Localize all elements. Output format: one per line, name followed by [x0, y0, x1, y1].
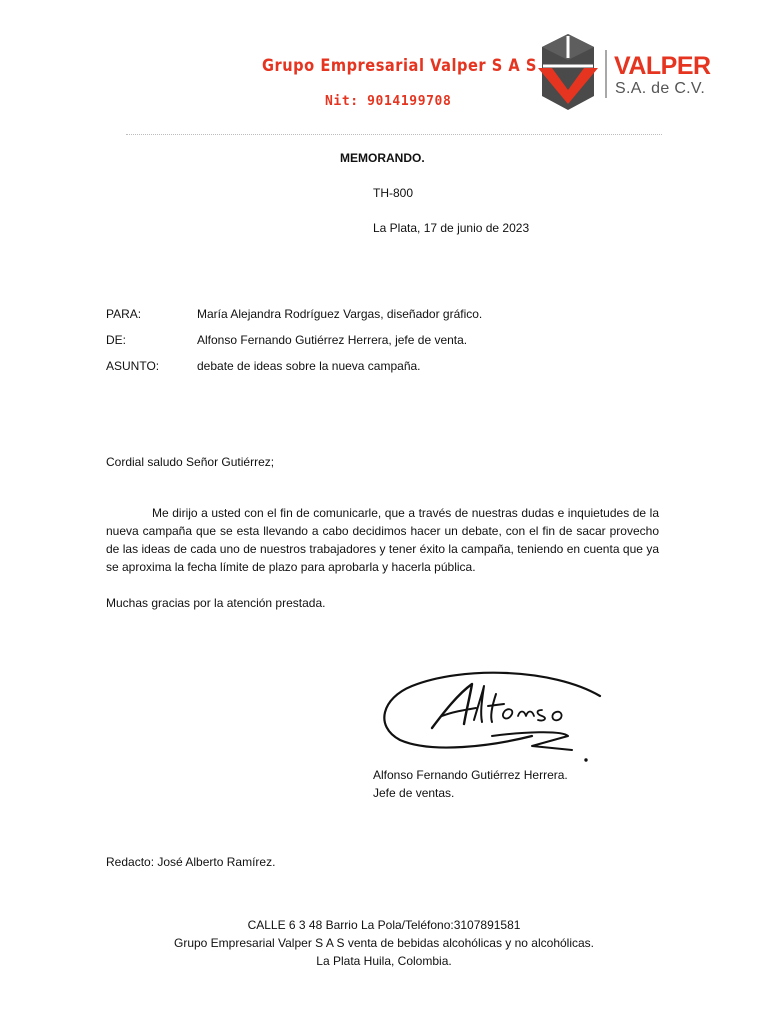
memo-title: MEMORANDO. [340, 151, 425, 165]
field-label-para: PARA: [106, 307, 142, 321]
handwritten-signature [372, 666, 640, 766]
valper-logo [538, 32, 710, 114]
header-divider [126, 134, 662, 135]
field-label-asunto: ASUNTO: [106, 359, 160, 373]
greeting: Cordial saludo Señor Gutiérrez; [106, 455, 275, 469]
field-label-de: DE: [106, 333, 127, 347]
footer-location: La Plata Huila, Colombia. [316, 954, 452, 968]
thanks-line: Muchas gracias por la atención prestada. [106, 596, 326, 610]
field-value-asunto: debate de ideas sobre la nueva campaña. [197, 359, 421, 373]
logo-brand: VALPER [614, 52, 711, 80]
body-paragraph: Me dirijo a usted con el fin de comunicarle, que a través de nuestras dudas e inquietudes de la nueva campaña que se esta llevando a cabo decidimos hacer un debate, con el fin de sacar provecho de las ideas de cada uno de nuestros trabajadores y tener éxito la campaña, teniendo en cuenta que ya se aproxima la fecha límite de plazo para aprobarla y hacerla pública. [106, 506, 659, 574]
company-name: Grupo Empresarial Valper S A S [262, 56, 537, 76]
footer-address: CALLE 6 3 48 Barrio La Pola/Teléfono:3107891581 [247, 918, 521, 932]
field-value-para: María Alejandra Rodríguez Vargas, diseñador gráfico. [197, 307, 483, 321]
logo-subtitle: S.A. de C.V. [615, 80, 706, 97]
signer-role: Jefe de ventas. [373, 786, 455, 800]
signer-name: Alfonso Fernando Gutiérrez Herrera. [373, 768, 568, 782]
memo-code: TH-800 [373, 186, 414, 200]
memo-date: La Plata, 17 de junio de 2023 [373, 221, 530, 235]
footer-company: Grupo Empresarial Valper S A S venta de bebidas alcohólicas y no alcohólicas. [173, 936, 595, 950]
company-nit: Nit: 9014199708 [325, 94, 452, 109]
field-value-de: Alfonso Fernando Gutiérrez Herrera, jefe de venta. [197, 333, 468, 347]
drafted-by: Redacto: José Alberto Ramírez. [106, 855, 276, 869]
